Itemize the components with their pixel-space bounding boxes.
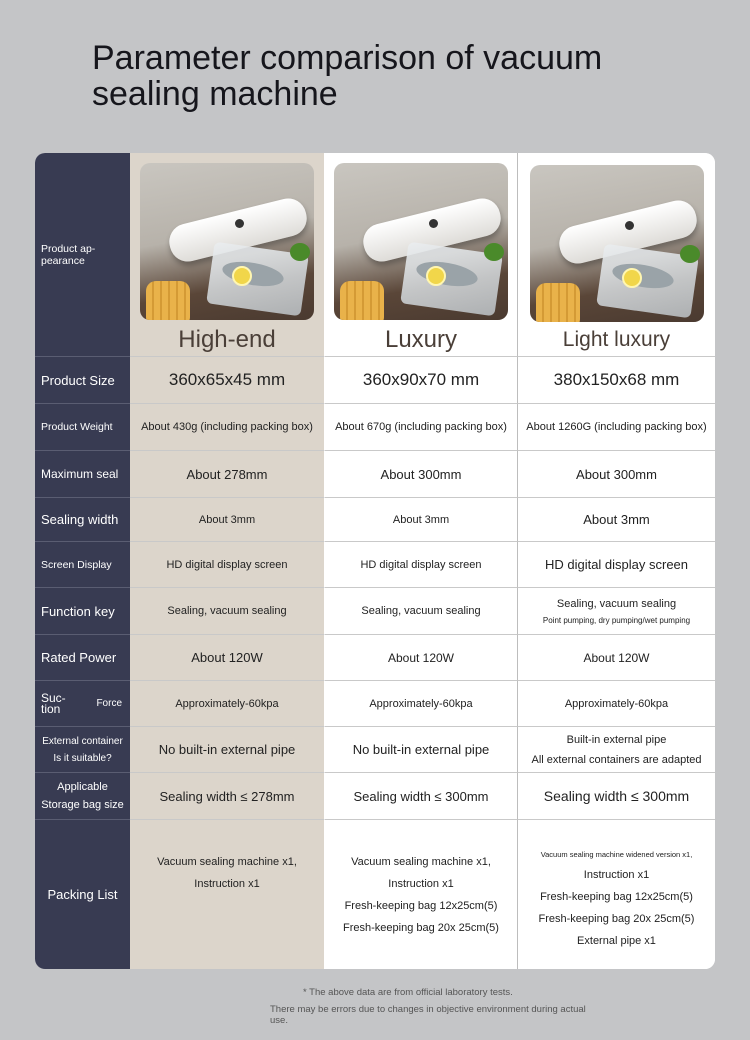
suction-cell: Approximately-60kpa xyxy=(518,681,715,727)
external-line: All external containers are adapted xyxy=(531,753,702,766)
sealing-width-cell: About 3mm xyxy=(130,498,325,542)
row-header-screen: Screen Display xyxy=(35,542,130,588)
function-key-line: Sealing, vacuum sealing xyxy=(167,605,287,617)
row-header-function-key: Function key xyxy=(35,588,130,635)
max-seal-cell: About 300mm xyxy=(325,451,518,498)
model-appearance-luxury xyxy=(325,153,518,357)
suction-label-a: Suc-tion xyxy=(41,690,66,716)
row-header-max-seal: Maximum seal xyxy=(35,451,130,498)
row-header-packing: Packing List xyxy=(35,820,130,969)
packing-line: Vacuum sealing machine x1, xyxy=(351,856,491,868)
model-name: High-end xyxy=(178,326,276,353)
function-key-cell xyxy=(325,588,518,635)
row-header-external xyxy=(35,727,130,773)
page-title: Parameter comparison of vacuum sealing machine xyxy=(92,39,603,113)
bag-size-cell: Sealing width ≤ 300mm xyxy=(518,773,715,820)
row-header-appearance: Product ap-pearance xyxy=(35,153,130,357)
external-line: Built-in external pipe xyxy=(566,733,667,746)
row-header-rated-power: Rated Power xyxy=(35,635,130,681)
screen-cell: HD digital display screen xyxy=(325,542,518,588)
packing-line: Vacuum sealing machine x1, xyxy=(157,856,297,868)
packing-line: External pipe x1 xyxy=(577,935,656,947)
screen-cell: HD digital display screen xyxy=(130,542,325,588)
packing-line: Fresh-keeping bag 12x25cm(5) xyxy=(344,900,498,912)
packing-line: Instruction x1 xyxy=(583,869,650,881)
bag-size-cell: Sealing width ≤ 300mm xyxy=(325,773,518,820)
comparison-table xyxy=(35,153,715,969)
model-name: Luxury xyxy=(384,326,458,353)
screen-cell: HD digital display screen xyxy=(518,542,715,588)
row-header-size: Product Size xyxy=(35,357,130,404)
function-key-line: Sealing, vacuum sealing xyxy=(556,597,677,610)
rated-power-cell: About 120W xyxy=(518,635,715,681)
external-cell xyxy=(325,727,518,773)
external-label-a: External container xyxy=(42,735,123,747)
size-cell: 360x65x45 mm xyxy=(130,357,325,404)
packing-line: Fresh-keeping bag 20x 25cm(5) xyxy=(538,913,695,925)
suction-label-b: Force xyxy=(96,698,122,709)
row-header-bag-size xyxy=(35,773,130,820)
packing-line: Instruction x1 xyxy=(388,878,454,890)
packing-line: Vacuum sealing machine widened version x1, xyxy=(540,850,693,859)
suction-cell: Approximately-60kpa xyxy=(325,681,518,727)
function-key-cell xyxy=(518,588,715,635)
bag-label-b: Storage bag size xyxy=(41,799,124,811)
footnote-official-tests: * The above data are from official laboratory tests. xyxy=(303,987,513,998)
external-line: No built-in external pipe xyxy=(352,742,490,757)
rated-power-cell: About 120W xyxy=(130,635,325,681)
weight-cell: About 670g (including packing box) xyxy=(325,404,518,451)
external-label-b: Is it suitable? xyxy=(53,752,112,764)
size-cell: 380x150x68 mm xyxy=(518,357,715,404)
external-line: No built-in external pipe xyxy=(158,742,296,757)
max-seal-cell: About 300mm xyxy=(518,451,715,498)
row-header-suction xyxy=(35,681,130,727)
weight-cell: About 430g (including packing box) xyxy=(130,404,325,451)
packing-line: Fresh-keeping bag 12x25cm(5) xyxy=(540,891,693,903)
model-appearance-light-luxury xyxy=(518,153,715,357)
packing-line: Instruction x1 xyxy=(194,878,260,890)
function-key-line: Sealing, vacuum sealing xyxy=(361,605,481,617)
packing-cell xyxy=(518,820,715,969)
model-name: Light luxury xyxy=(562,328,671,351)
max-seal-cell: About 278mm xyxy=(130,451,325,498)
row-header-sealing-width: Sealing width xyxy=(35,498,130,542)
rated-power-cell: About 120W xyxy=(325,635,518,681)
product-photo xyxy=(140,163,314,320)
size-cell: 360x90x70 mm xyxy=(325,357,518,404)
row-header-weight: Product Weight xyxy=(35,404,130,451)
sealing-width-cell: About 3mm xyxy=(325,498,518,542)
external-cell xyxy=(518,727,715,773)
suction-cell: Approximately-60kpa xyxy=(130,681,325,727)
product-photo xyxy=(530,165,704,322)
function-key-line: Point pumping, dry pumping/wet pumping xyxy=(542,615,691,625)
external-cell xyxy=(130,727,325,773)
sealing-width-cell: About 3mm xyxy=(518,498,715,542)
packing-line: Fresh-keeping bag 20x 25cm(5) xyxy=(343,922,499,934)
bag-label-a: Applicable xyxy=(57,781,108,793)
bag-size-cell: Sealing width ≤ 278mm xyxy=(130,773,325,820)
model-appearance-high-end xyxy=(130,153,325,357)
function-key-cell xyxy=(130,588,325,635)
weight-cell: About 1260G (including packing box) xyxy=(518,404,715,451)
product-photo xyxy=(334,163,508,320)
packing-cell xyxy=(130,820,325,969)
packing-cell xyxy=(325,820,518,969)
footnote-errors: There may be errors due to changes in objective environment during actual use. xyxy=(270,1004,586,1026)
